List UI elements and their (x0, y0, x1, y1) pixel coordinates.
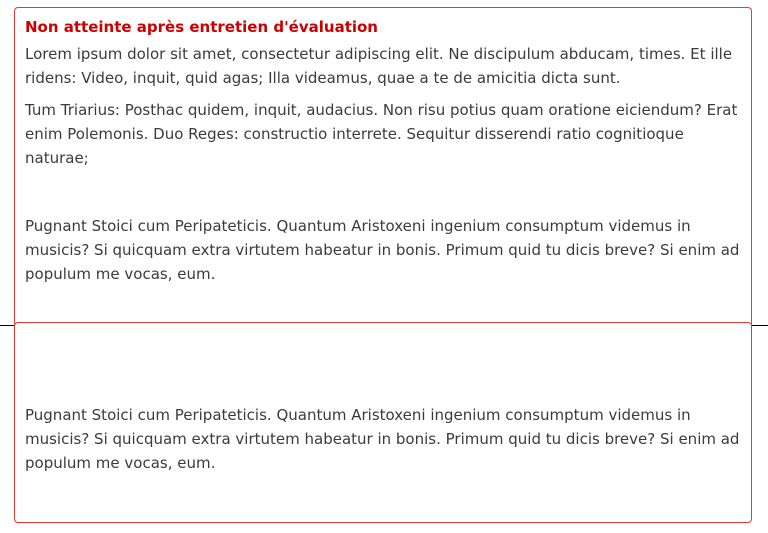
panel-paragraph-3: Pugnant Stoici cum Peripateticis. Quantum Aristoxeni ingenium consumptum videmus in musicis? Si quicquam extra virtutem habeatur in bonis. Primum quid tu dicis breve? Si enim ad populum me vocas, eum. (25, 406, 740, 472)
paragraph-gap (25, 178, 741, 214)
panel-paragraph-3-clipped: Pugnant Stoici cum Peripateticis. Quantum Aristoxeni ingenium consumptum videmus in musicis? Si quicquam extra virtutem habeatur in bonis. Primum quid tu dicis breve? Si enim ad populum me vocas, eum. (25, 217, 740, 283)
panel-fragment-bottom (0, 402, 768, 533)
panel-title: Non atteinte après entretien d'évaluation (25, 18, 378, 36)
evaluation-panel (14, 7, 752, 327)
panel-paragraph-2: Tum Triarius: Posthac quidem, inquit, audacius. Non risu potius quam oratione eiciendum? Erat enim Polemonis. Duo Reges: constructio interrete. Sequitur disserendi ratio cognitioque naturae; (25, 101, 738, 167)
evaluation-panel-continued (14, 322, 752, 523)
panel-paragraph-1: Lorem ipsum dolor sit amet, consectetur adipiscing elit. Ne discipulum abducam, times. Et ille ridens: Video, inquit, quid agas; Illa videamus, quae a te de amicitia dicta sunt. (25, 45, 733, 87)
